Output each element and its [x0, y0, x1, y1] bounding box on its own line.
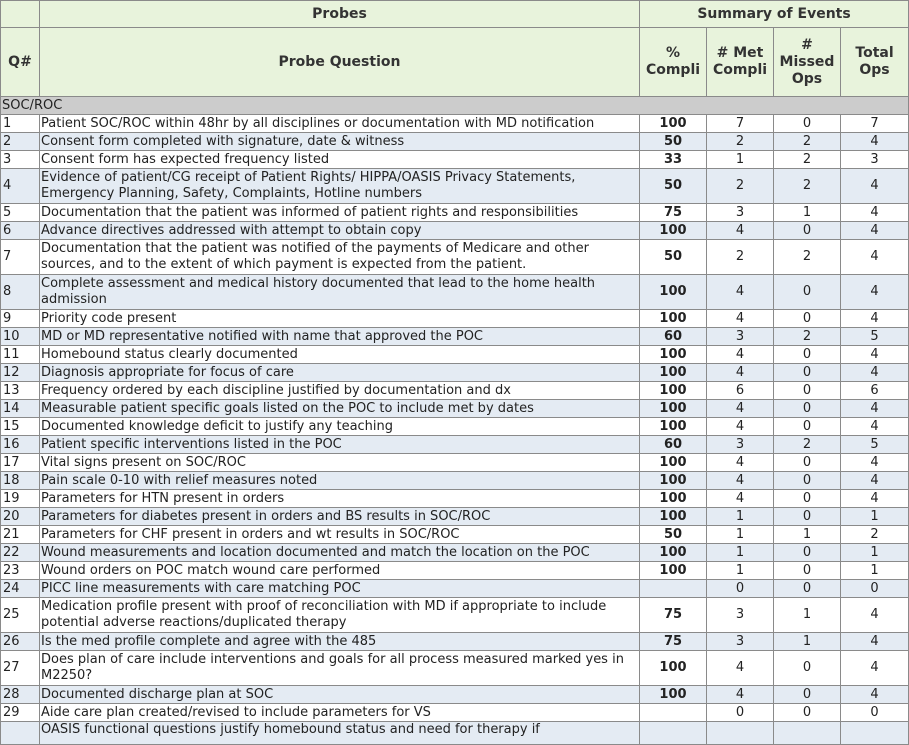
- q-number-cell: 10: [1, 328, 40, 346]
- met-compli-cell: 2: [707, 240, 774, 275]
- header-summary-of-events: Summary of Events: [640, 1, 909, 28]
- met-compli-cell: 4: [707, 686, 774, 704]
- pct-compli-cell: 33: [640, 151, 707, 169]
- table-row: [1, 222, 909, 240]
- met-compli-cell: 7: [707, 115, 774, 133]
- total-ops-cell: 1: [841, 544, 909, 562]
- total-ops-cell: 4: [841, 651, 909, 686]
- total-ops-cell: 4: [841, 240, 909, 275]
- table-row: [1, 704, 909, 722]
- q-number-cell: 13: [1, 382, 40, 400]
- total-ops-cell: 4: [841, 204, 909, 222]
- probe-question-cell: Advance directives addressed with attempt to obtain copy: [40, 222, 640, 240]
- probe-question-cell: OASIS functional questions justify homebound status and need for therapy if: [40, 722, 640, 745]
- pct-compli-cell: 50: [640, 240, 707, 275]
- pct-compli-cell: 100: [640, 275, 707, 310]
- pct-compli-cell: 100: [640, 418, 707, 436]
- probe-question-cell: Medication profile present with proof of reconciliation with MD if appropriate to include potential adverse reactions/duplicated therapy: [40, 598, 640, 633]
- header-probe-question: Probe Question: [40, 28, 640, 97]
- q-number-cell: 15: [1, 418, 40, 436]
- met-compli-cell: 3: [707, 436, 774, 454]
- met-compli-cell: 4: [707, 490, 774, 508]
- total-ops-cell: 4: [841, 275, 909, 310]
- pct-compli-cell: 75: [640, 633, 707, 651]
- total-ops-cell: 4: [841, 454, 909, 472]
- missed-ops-cell: 0: [774, 115, 841, 133]
- total-ops-cell: 4: [841, 598, 909, 633]
- missed-ops-cell: 1: [774, 526, 841, 544]
- probe-question-cell: Parameters for CHF present in orders and wt results in SOC/ROC: [40, 526, 640, 544]
- probe-question-cell: Documented knowledge deficit to justify any teaching: [40, 418, 640, 436]
- pct-compli-cell: [640, 580, 707, 598]
- pct-compli-cell: 50: [640, 133, 707, 151]
- total-ops-cell: 0: [841, 580, 909, 598]
- met-compli-cell: 6: [707, 382, 774, 400]
- missed-ops-cell: 0: [774, 364, 841, 382]
- missed-ops-cell: 2: [774, 328, 841, 346]
- total-ops-cell: 4: [841, 472, 909, 490]
- probe-question-cell: Does plan of care include interventions and goals for all process measured marked yes in M2250?: [40, 651, 640, 686]
- q-number-cell: 21: [1, 526, 40, 544]
- met-compli-cell: 1: [707, 562, 774, 580]
- probe-question-cell: Documentation that the patient was informed of patient rights and responsibilities: [40, 204, 640, 222]
- probe-question-cell: Homebound status clearly documented: [40, 346, 640, 364]
- table-row: [1, 151, 909, 169]
- probe-question-cell: Wound orders on POC match wound care performed: [40, 562, 640, 580]
- missed-ops-cell: 2: [774, 151, 841, 169]
- pct-compli-cell: 50: [640, 169, 707, 204]
- pct-compli-cell: 100: [640, 686, 707, 704]
- probe-question-cell: Aide care plan created/revised to include parameters for VS: [40, 704, 640, 722]
- missed-ops-cell: 1: [774, 204, 841, 222]
- q-number-cell: 1: [1, 115, 40, 133]
- q-number-cell: 9: [1, 310, 40, 328]
- q-number-cell: 26: [1, 633, 40, 651]
- table-row: [1, 526, 909, 544]
- pct-compli-cell: 100: [640, 115, 707, 133]
- probe-question-cell: Patient specific interventions listed in the POC: [40, 436, 640, 454]
- table-row: [1, 346, 909, 364]
- met-compli-cell: 4: [707, 275, 774, 310]
- q-number-cell: 3: [1, 151, 40, 169]
- pct-compli-cell: 100: [640, 454, 707, 472]
- met-compli-cell: 4: [707, 400, 774, 418]
- table-row: [1, 454, 909, 472]
- total-ops-cell: 4: [841, 418, 909, 436]
- missed-ops-cell: 0: [774, 382, 841, 400]
- probe-question-cell: Complete assessment and medical history documented that lead to the home health admission: [40, 275, 640, 310]
- met-compli-cell: 3: [707, 598, 774, 633]
- missed-ops-cell: 2: [774, 169, 841, 204]
- missed-ops-cell: 0: [774, 275, 841, 310]
- q-number-cell: 23: [1, 562, 40, 580]
- met-compli-cell: 4: [707, 454, 774, 472]
- met-compli-cell: 1: [707, 526, 774, 544]
- missed-ops-cell: 0: [774, 704, 841, 722]
- probe-question-cell: Vital signs present on SOC/ROC: [40, 454, 640, 472]
- q-number-cell: 22: [1, 544, 40, 562]
- probe-question-cell: Wound measurements and location documented and match the location on the POC: [40, 544, 640, 562]
- met-compli-cell: 4: [707, 472, 774, 490]
- table-row: [1, 686, 909, 704]
- table-body: [1, 97, 909, 745]
- table-row: [1, 169, 909, 204]
- table-row: [1, 562, 909, 580]
- total-ops-cell: 0: [841, 704, 909, 722]
- header-blank: [1, 1, 40, 28]
- q-number-cell: 20: [1, 508, 40, 526]
- header-pct-compli: % Compli: [640, 28, 707, 97]
- pct-compli-cell: 100: [640, 346, 707, 364]
- missed-ops-cell: 0: [774, 651, 841, 686]
- missed-ops-cell: 0: [774, 400, 841, 418]
- missed-ops-cell: 1: [774, 598, 841, 633]
- pct-compli-cell: 100: [640, 544, 707, 562]
- table-row: [1, 204, 909, 222]
- table-row: [1, 240, 909, 275]
- pct-compli-cell: 100: [640, 562, 707, 580]
- pct-compli-cell: 100: [640, 310, 707, 328]
- pct-compli-cell: 75: [640, 598, 707, 633]
- total-ops-cell: 5: [841, 328, 909, 346]
- table-row: [1, 328, 909, 346]
- met-compli-cell: 4: [707, 310, 774, 328]
- section-label: SOC/ROC: [1, 97, 909, 115]
- pct-compli-cell: 60: [640, 436, 707, 454]
- q-number-cell: 7: [1, 240, 40, 275]
- met-compli-cell: 3: [707, 204, 774, 222]
- q-number-cell: 24: [1, 580, 40, 598]
- probe-question-cell: Is the med profile complete and agree with the 485: [40, 633, 640, 651]
- header-met-compli: # Met Compli: [707, 28, 774, 97]
- pct-compli-cell: 100: [640, 400, 707, 418]
- met-compli-cell: 4: [707, 222, 774, 240]
- total-ops-cell: 4: [841, 310, 909, 328]
- pct-compli-cell: 100: [640, 490, 707, 508]
- pct-compli-cell: 100: [640, 508, 707, 526]
- header-total-ops: Total Ops: [841, 28, 909, 97]
- pct-compli-cell: 60: [640, 328, 707, 346]
- total-ops-cell: 4: [841, 490, 909, 508]
- met-compli-cell: 2: [707, 133, 774, 151]
- missed-ops-cell: 0: [774, 544, 841, 562]
- probe-question-cell: Evidence of patient/CG receipt of Patient Rights/ HIPPA/OASIS Privacy Statements, Emergency Planning, Safety, Complaints, Hotline numbers: [40, 169, 640, 204]
- missed-ops-cell: 2: [774, 436, 841, 454]
- pct-compli-cell: 100: [640, 222, 707, 240]
- probe-question-cell: Priority code present: [40, 310, 640, 328]
- q-number-cell: 6: [1, 222, 40, 240]
- missed-ops-cell: 2: [774, 240, 841, 275]
- missed-ops-cell: 0: [774, 686, 841, 704]
- probe-question-cell: Pain scale 0-10 with relief measures noted: [40, 472, 640, 490]
- pct-compli-cell: 100: [640, 651, 707, 686]
- total-ops-cell: 7: [841, 115, 909, 133]
- missed-ops-cell: 0: [774, 580, 841, 598]
- total-ops-cell: 4: [841, 686, 909, 704]
- total-ops-cell: 4: [841, 169, 909, 204]
- missed-ops-cell: 0: [774, 454, 841, 472]
- met-compli-cell: 4: [707, 651, 774, 686]
- q-number-cell: 29: [1, 704, 40, 722]
- total-ops-cell: 4: [841, 400, 909, 418]
- table-row: [1, 544, 909, 562]
- met-compli-cell: 4: [707, 418, 774, 436]
- probe-question-cell: Diagnosis appropriate for focus of care: [40, 364, 640, 382]
- probe-question-cell: Measurable patient specific goals listed on the POC to include met by dates: [40, 400, 640, 418]
- total-ops-cell: 4: [841, 346, 909, 364]
- q-number-cell: 2: [1, 133, 40, 151]
- q-number-cell: 17: [1, 454, 40, 472]
- table-row: [1, 436, 909, 454]
- header-q-number: Q#: [1, 28, 40, 97]
- table-row: [1, 115, 909, 133]
- q-number-cell: 5: [1, 204, 40, 222]
- pct-compli-cell: 100: [640, 382, 707, 400]
- met-compli-cell: 1: [707, 544, 774, 562]
- met-compli-cell: 3: [707, 328, 774, 346]
- q-number-cell: 27: [1, 651, 40, 686]
- table-row: [1, 651, 909, 686]
- met-compli-cell: 3: [707, 633, 774, 651]
- header-probes: Probes: [40, 1, 640, 28]
- missed-ops-cell: 0: [774, 222, 841, 240]
- probe-question-cell: Documentation that the patient was notified of the payments of Medicare and other sources, and to the extent of which payment is expected from the patient.: [40, 240, 640, 275]
- q-number-cell: 18: [1, 472, 40, 490]
- table-row: [1, 598, 909, 633]
- pct-compli-cell: 50: [640, 526, 707, 544]
- missed-ops-cell: 0: [774, 346, 841, 364]
- table-row: [1, 508, 909, 526]
- table-row: [1, 580, 909, 598]
- table-row: [1, 310, 909, 328]
- q-number-cell: 11: [1, 346, 40, 364]
- total-ops-cell: 4: [841, 633, 909, 651]
- pct-compli-cell: 100: [640, 364, 707, 382]
- table-row: [1, 275, 909, 310]
- q-number-cell: 14: [1, 400, 40, 418]
- total-ops-cell: 4: [841, 222, 909, 240]
- q-number-cell: 8: [1, 275, 40, 310]
- q-number-cell: 4: [1, 169, 40, 204]
- total-ops-cell: 5: [841, 436, 909, 454]
- total-ops-cell: 4: [841, 364, 909, 382]
- met-compli-cell: 1: [707, 151, 774, 169]
- q-number-cell: 12: [1, 364, 40, 382]
- missed-ops-cell: 0: [774, 472, 841, 490]
- missed-ops-cell: 0: [774, 508, 841, 526]
- met-compli-cell: 0: [707, 580, 774, 598]
- met-compli-cell: 0: [707, 704, 774, 722]
- table-row: [1, 472, 909, 490]
- missed-ops-cell: 2: [774, 133, 841, 151]
- total-ops-cell: 1: [841, 508, 909, 526]
- probe-question-cell: Consent form has expected frequency listed: [40, 151, 640, 169]
- total-ops-cell: 6: [841, 382, 909, 400]
- met-compli-cell: 4: [707, 346, 774, 364]
- q-number-cell: 25: [1, 598, 40, 633]
- pct-compli-cell: 100: [640, 472, 707, 490]
- total-ops-cell: 2: [841, 526, 909, 544]
- header-missed-ops: # Missed Ops: [774, 28, 841, 97]
- q-number-cell: 16: [1, 436, 40, 454]
- probe-question-cell: PICC line measurements with care matching POC: [40, 580, 640, 598]
- probe-question-cell: Patient SOC/ROC within 48hr by all disciplines or documentation with MD notification: [40, 115, 640, 133]
- probe-question-cell: Consent form completed with signature, date & witness: [40, 133, 640, 151]
- total-ops-cell: 3: [841, 151, 909, 169]
- table-row: [1, 490, 909, 508]
- table-row: [1, 418, 909, 436]
- probe-question-cell: Documented discharge plan at SOC: [40, 686, 640, 704]
- probe-question-cell: Frequency ordered by each discipline justified by documentation and dx: [40, 382, 640, 400]
- missed-ops-cell: 1: [774, 633, 841, 651]
- pct-compli-cell: 75: [640, 204, 707, 222]
- missed-ops-cell: 0: [774, 490, 841, 508]
- met-compli-cell: 1: [707, 508, 774, 526]
- total-ops-cell: 4: [841, 133, 909, 151]
- missed-ops-cell: 0: [774, 310, 841, 328]
- q-number-cell: 19: [1, 490, 40, 508]
- probe-question-cell: Parameters for diabetes present in orders and BS results in SOC/ROC: [40, 508, 640, 526]
- table-row: [1, 382, 909, 400]
- met-compli-cell: 2: [707, 169, 774, 204]
- table-row: [1, 633, 909, 651]
- probe-question-cell: Parameters for HTN present in orders: [40, 490, 640, 508]
- table-row: [1, 364, 909, 382]
- table-header: [1, 1, 909, 97]
- pct-compli-cell: [640, 704, 707, 722]
- missed-ops-cell: 0: [774, 562, 841, 580]
- probe-question-cell: MD or MD representative notified with name that approved the POC: [40, 328, 640, 346]
- total-ops-cell: 1: [841, 562, 909, 580]
- table-row: [1, 133, 909, 151]
- missed-ops-cell: 0: [774, 418, 841, 436]
- met-compli-cell: 4: [707, 364, 774, 382]
- q-number-cell: 28: [1, 686, 40, 704]
- table-row: [1, 400, 909, 418]
